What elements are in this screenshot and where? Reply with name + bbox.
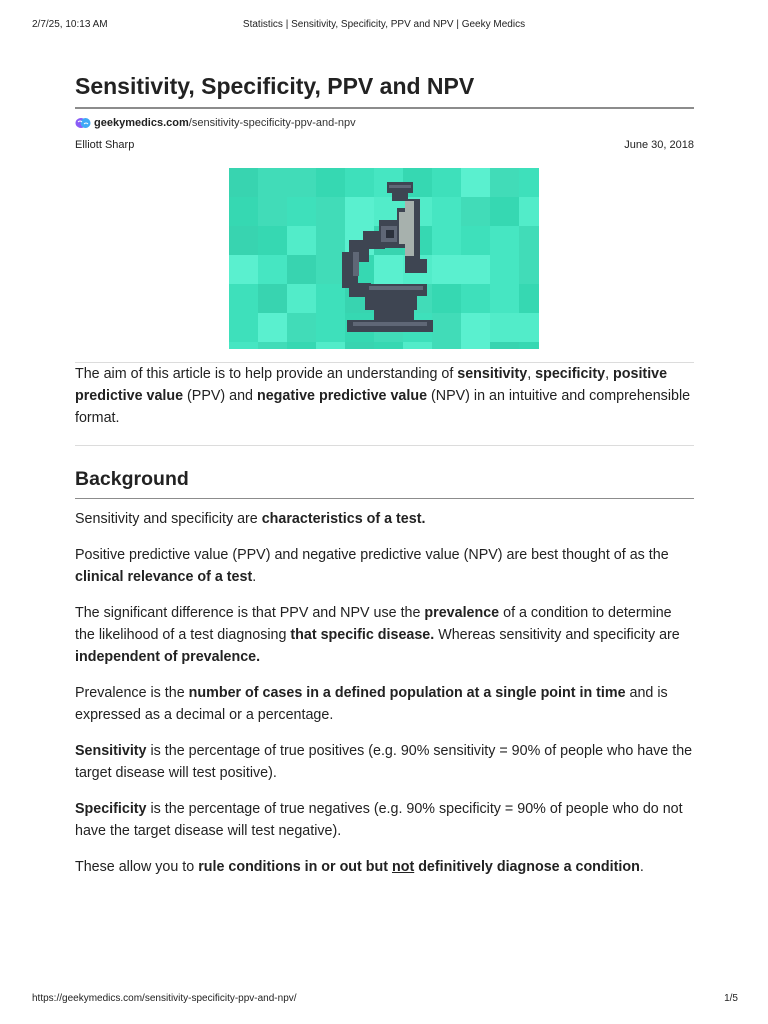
paragraph: These allow you to rule conditions in or out but not definitively diagnose a condition.	[75, 859, 644, 875]
paragraph: Sensitivity is the percentage of true positives (e.g. 90% sensitivity = 90% of people who have the target disease will test positive).	[75, 743, 693, 781]
publish-date: June 30, 2018	[624, 139, 694, 151]
intro-paragraph: The aim of this article is to help provide an understanding of sensitivity, specificity, positive predictive value (PPV) and negative predictive value (NPV) in an intuitive and comprehensible format.	[75, 366, 691, 426]
source-line	[75, 115, 694, 131]
source-link[interactable]	[94, 117, 356, 129]
divider	[75, 445, 694, 446]
article-title: Sensitivity, Specificity, PPV and NPV	[75, 70, 694, 109]
article	[75, 70, 694, 878]
pixel-microscope-icon	[229, 168, 539, 349]
section-heading: Background	[75, 466, 694, 499]
paragraph: Sensitivity and specificity are characteristics of a test.	[75, 511, 426, 527]
paragraph: Specificity is the percentage of true negatives (e.g. 90% specificity = 90% of people who do not have the target disease will test negative).	[75, 801, 683, 839]
paragraph: The significant difference is that PPV and NPV use the prevalence of a condition to determine the likelihood of a test diagnosing that specific disease. Whereas sensitivity and specificity are independent of prevalence.	[75, 605, 680, 665]
author-name: Elliott Sharp	[75, 139, 135, 151]
print-url: https://geekymedics.com/sensitivity-specificity-ppv-and-npv/	[32, 993, 297, 1004]
print-page-title: Statistics | Sensitivity, Specificity, PPV and NPV | Geeky Medics	[242, 19, 526, 30]
background-section	[75, 466, 694, 878]
byline	[75, 139, 694, 155]
print-datetime: 2/7/25, 10:13 AM	[32, 19, 108, 30]
paragraph: Prevalence is the number of cases in a defined population at a single point in time and is expressed as a decimal or a percentage.	[75, 685, 668, 723]
source-domain: geekymedics.com	[94, 117, 189, 129]
source-path: /sensitivity-specificity-ppv-and-npv	[188, 117, 356, 129]
paragraph: Positive predictive value (PPV) and negative predictive value (NPV) are best thought of as the clinical relevance of a test.	[75, 547, 669, 585]
geeky-medics-brain-icon	[75, 117, 91, 129]
print-page-number: 1/5	[724, 993, 738, 1004]
